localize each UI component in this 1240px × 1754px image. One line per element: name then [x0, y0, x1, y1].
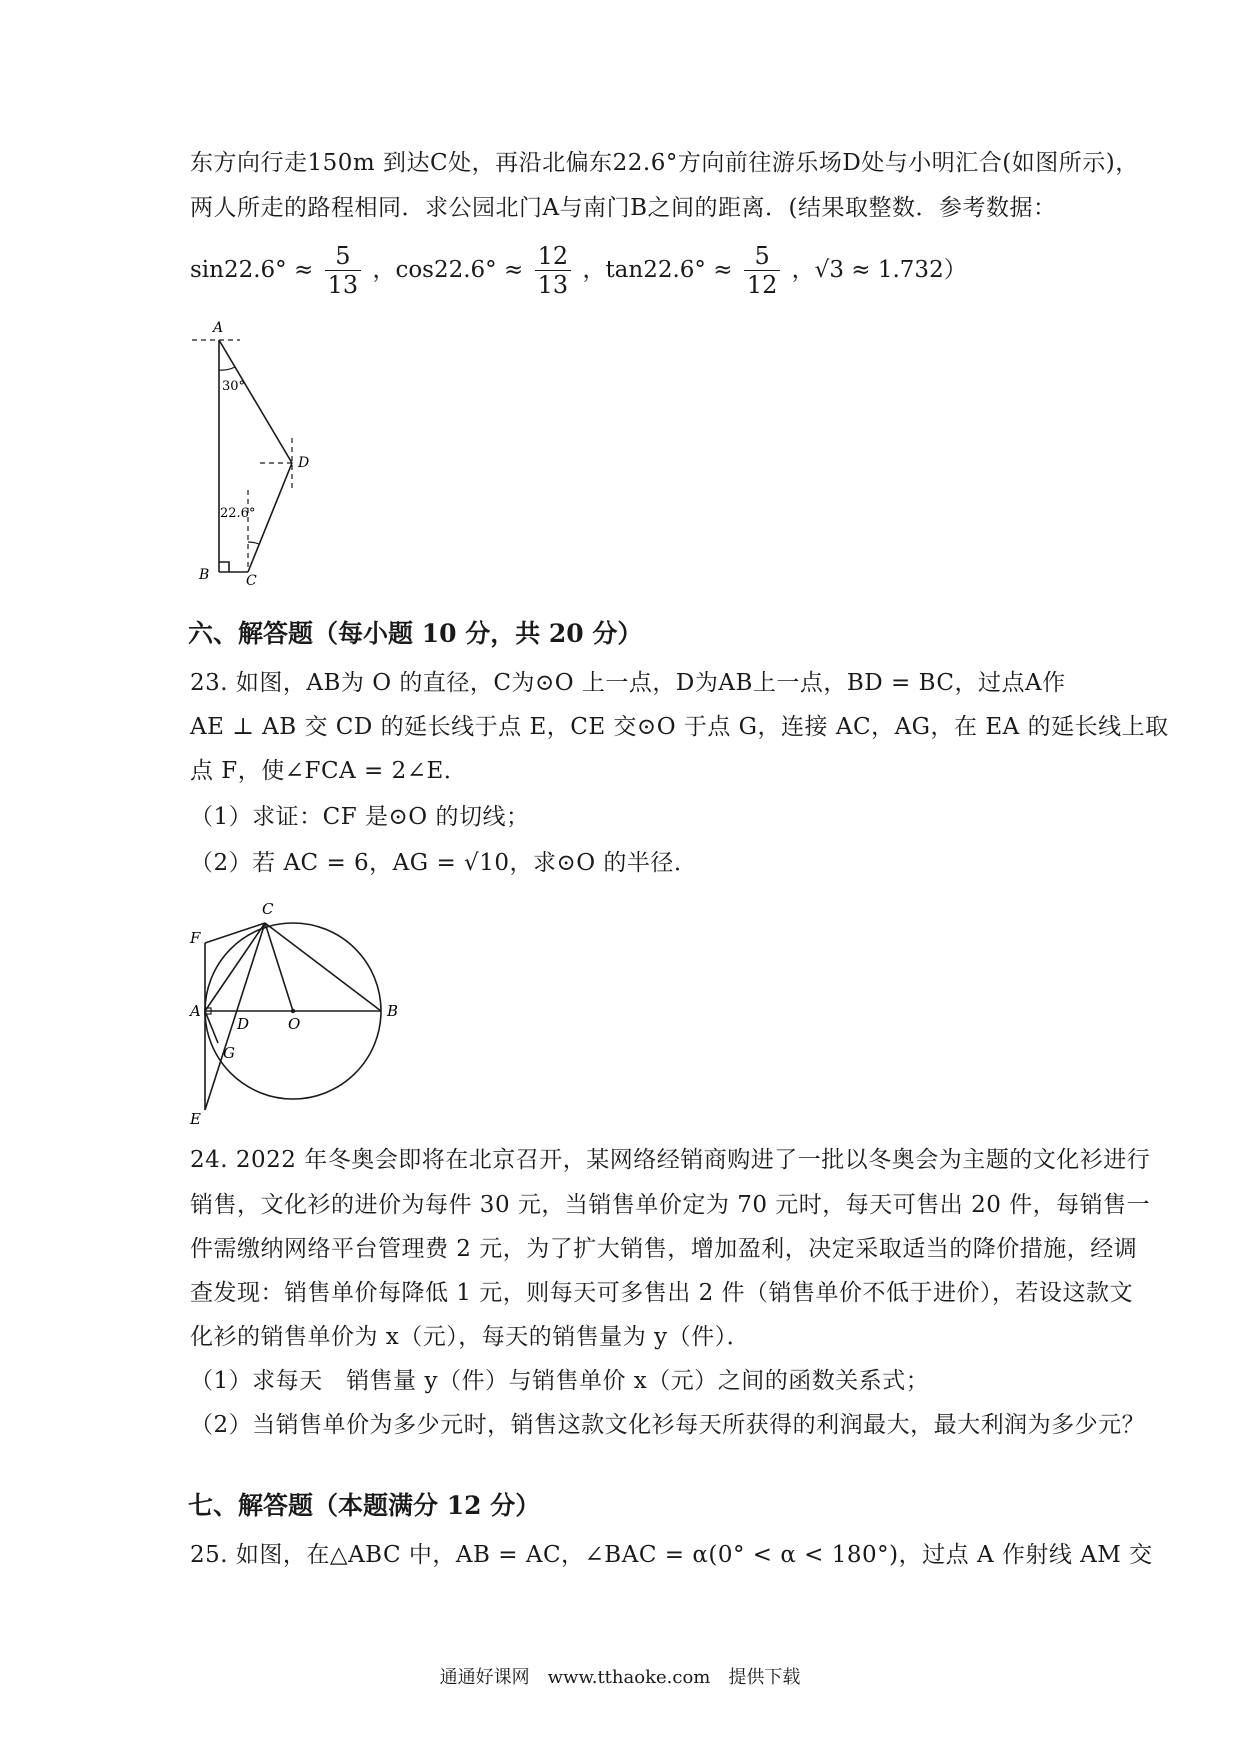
question-24-line: 24. 2022 年冬奥会即将在北京召开，某网络经销商购进了一批以冬奥会为主题的文化衫进行: [190, 1147, 1151, 1173]
question-24-line: 化衫的销售单价为 x（元），每天的销售量为 y（件）．: [190, 1324, 751, 1350]
label-b: B: [199, 567, 210, 583]
question-24-line: 件需缴纳网络平台管理费 2 元，为了扩大销售，增加盈利，决定采取适当的降价措施，经调: [190, 1236, 1138, 1262]
sin-label: sin22.6° ≈: [190, 257, 314, 283]
question-25-line: 25. 如图，在△ABC 中，AB = AC，∠BAC = α(0° < α < 180°)，过点 A 作射线 AM 交: [190, 1542, 1153, 1568]
question-24-part-1: （1）求每天 销售量 y（件）与销售单价 x（元）之间的函数关系式；: [190, 1368, 930, 1394]
question-23-line: 点 F，使∠FCA = 2∠E．: [190, 758, 468, 784]
cos-fraction: $\frac{12}{13}$: [535, 242, 572, 299]
label-o: O: [288, 1015, 301, 1033]
text-line: 东方向行走150m 到达C处，再沿北偏东22.6°方向前往游乐场D处与小明汇合(如图所示)，: [190, 150, 1139, 176]
label-f: F: [190, 929, 201, 947]
figure-route-diagram: [180, 310, 320, 590]
label-g: G: [223, 1044, 235, 1062]
question-23-line: 23. 如图，AB为 O 的直径，C为⊙O 上一点，D为AB上一点，BD = BC，过点A作: [190, 670, 1066, 696]
question-23-line: AE ⊥ AB 交 CD 的延长线于点 E，CE 交⊙O 于点 G，连接 AC，AG，在 EA 的延长线上取: [190, 714, 1169, 740]
question-23-part-1: （1）求证：CF 是⊙O 的切线；: [190, 804, 530, 830]
label-a: A: [190, 1002, 201, 1020]
label-d: D: [237, 1015, 250, 1033]
angle-22-6-label: 22.6°: [220, 506, 256, 521]
figure-circle-diagram: [180, 898, 420, 1128]
label-c: C: [246, 573, 257, 589]
question-23-part-2: （2）若 AC = 6，AG = √10，求⊙O 的半径．: [190, 850, 698, 876]
sqrt3-label: ，√3 ≈ 1.732）: [791, 257, 967, 283]
label-b: B: [387, 1002, 399, 1020]
text-line: 两人所走的路程相同．求公园北门A与南门B之间的距离．(结果取整数．参考数据：: [190, 195, 1057, 221]
tan-fraction: $\frac{5}{12}$: [744, 242, 781, 299]
question-24-line: 销售，文化衫的进价为每件 30 元，当销售单价定为 70 元时，每天可售出 20 件，每销售一: [190, 1192, 1151, 1218]
reference-data-formula: [190, 236, 967, 302]
label-e: E: [190, 1110, 201, 1128]
section-heading-6: 六、解答题（每小题 10 分，共 20 分）: [188, 619, 643, 648]
label-a: A: [213, 320, 224, 336]
label-d: D: [298, 455, 310, 471]
angle-30-label: 30°: [222, 379, 246, 394]
sin-fraction: $\frac{5}{13}$: [325, 242, 362, 299]
question-24-part-2: （2）当销售单价为多少元时，销售这款文化衫每天所获得的利润最大，最大利润为多少元？: [190, 1412, 1146, 1438]
tan-label: ，tan22.6° ≈: [582, 257, 733, 283]
label-c: C: [262, 900, 274, 918]
footer-source: 通通好课网 www.tthaoke.com 提供下载: [439, 1667, 801, 1688]
cos-label: ，cos22.6° ≈: [372, 257, 524, 283]
question-24-line: 查发现：销售单价每降低 1 元，则每天可多售出 2 件（销售单价不低于进价），若设这款文: [190, 1280, 1134, 1306]
section-heading-7: 七、解答题（本题满分 12 分）: [188, 1491, 541, 1520]
